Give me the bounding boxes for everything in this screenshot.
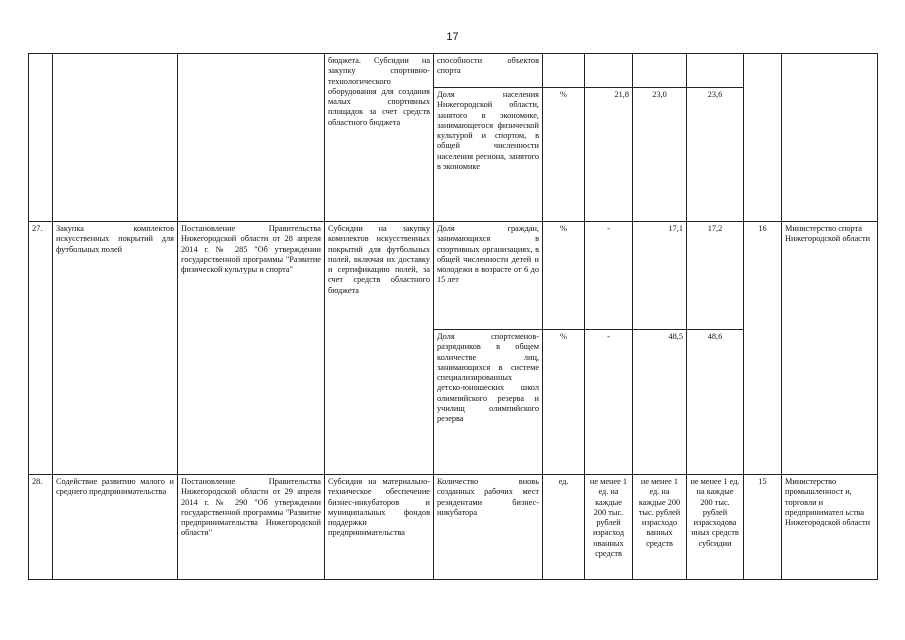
indicator-name-cell: Доля населения Нижегородской области, занятого в экономике, занимающегося физической культурой и спортом, в общей численности населения региона, занятого в экономике bbox=[434, 88, 543, 222]
value-year3-cell: 48,6 bbox=[687, 330, 744, 475]
table-row-27 bbox=[29, 222, 878, 330]
legal-document-cell: Постановление Правительства Нижегородской области от 29 апреля 2014 г. № 290 "Об утверждении государственной программы "Развитие предпринимательства Нижегородской области" bbox=[178, 475, 325, 580]
value-year1-cell: 21,8 bbox=[585, 88, 633, 222]
value-year3-cell bbox=[687, 54, 744, 88]
value-year1-cell: - bbox=[585, 222, 633, 330]
mechanism-cell: Субсидия на материально-техническое обеспечение бизнес-инкубаторов и муниципальных фондов поддержки предпринимательства bbox=[325, 475, 434, 580]
value-year2-cell bbox=[633, 54, 687, 88]
indicator-name-cell: Доля граждан, занимающихся в спортивных организациях, в общей численности детей и молодежи в возрасте от 6 до 15 лет bbox=[434, 222, 543, 330]
table-row-continuation bbox=[29, 54, 878, 88]
value-year2-cell: 48,5 bbox=[633, 330, 687, 475]
measure-name-cell bbox=[53, 54, 178, 222]
value-year1-cell: - bbox=[585, 330, 633, 475]
measure-name-cell: Содействие развитию малого и среднего предпринимательства bbox=[53, 475, 178, 580]
code-cell: 15 bbox=[744, 475, 782, 580]
value-year2-cell: 17,1 bbox=[633, 222, 687, 330]
row-number-cell bbox=[29, 54, 53, 222]
value-year1-cell bbox=[585, 54, 633, 88]
measure-name-cell: Закупка комплектов искусственных покрытий для футбольных полей bbox=[53, 222, 178, 475]
legal-document-cell bbox=[178, 54, 325, 222]
programs-table bbox=[28, 53, 878, 580]
value-year1-cell: не менее 1 ед. на каждые 200 тыс. рублей израсход ованных средств bbox=[585, 475, 633, 580]
row-number-cell: 27. bbox=[29, 222, 53, 475]
table-row-28 bbox=[29, 475, 878, 580]
ministry-cell: Министерство спорта Нижегородской области bbox=[782, 222, 878, 475]
indicator-name-cell: способности объектов спорта bbox=[434, 54, 543, 88]
legal-document-cell: Постановление Правительства Нижегородской области от 28 апреля 2014 г. № 285 "Об утверждении государственной программы "Развитие физической культуры и спорта" bbox=[178, 222, 325, 475]
ministry-cell: Министерство промышленност и, торговли и предпринимател ьства Нижегородской области bbox=[782, 475, 878, 580]
value-year3-cell: не менее 1 ед. на каждые 200 тыс. рублей израсходова нных средств субсидии bbox=[687, 475, 744, 580]
page-number: 17 bbox=[446, 31, 459, 43]
value-year2-cell: 23,0 bbox=[633, 88, 687, 222]
unit-cell: % bbox=[543, 330, 585, 475]
indicator-name-cell: Доля спортсменов-разрядников в общем количестве лиц, занимающихся в системе специализированных детско-юношеских школ олимпийского резерва и училищ олимпийского резерва bbox=[434, 330, 543, 475]
unit-cell bbox=[543, 54, 585, 88]
indicator-name-cell: Количество вновь созданных рабочих мест резидентами бизнес-инкубатора bbox=[434, 475, 543, 580]
value-year3-cell: 17,2 bbox=[687, 222, 744, 330]
unit-cell: % bbox=[543, 88, 585, 222]
mechanism-cell: Субсидии на закупку комплектов искусственных покрытий для футбольных полей, включая их доставку и сертификацию полей, за счет средств областного бюджета bbox=[325, 222, 434, 475]
unit-cell: ед. bbox=[543, 475, 585, 580]
code-cell bbox=[744, 54, 782, 222]
value-year2-cell: не менее 1 ед. на каждые 200 тыс. рублей израсходо ванных средств bbox=[633, 475, 687, 580]
value-year3-cell: 23,6 bbox=[687, 88, 744, 222]
code-cell: 16 bbox=[744, 222, 782, 475]
ministry-cell bbox=[782, 54, 878, 222]
unit-cell: % bbox=[543, 222, 585, 330]
mechanism-cell: бюджета. Субсидии на закупку спортивно-технологического оборудования для создания малых спортивных площадок за счет средств областного бюджета bbox=[325, 54, 434, 222]
row-number-cell: 28. bbox=[29, 475, 53, 580]
